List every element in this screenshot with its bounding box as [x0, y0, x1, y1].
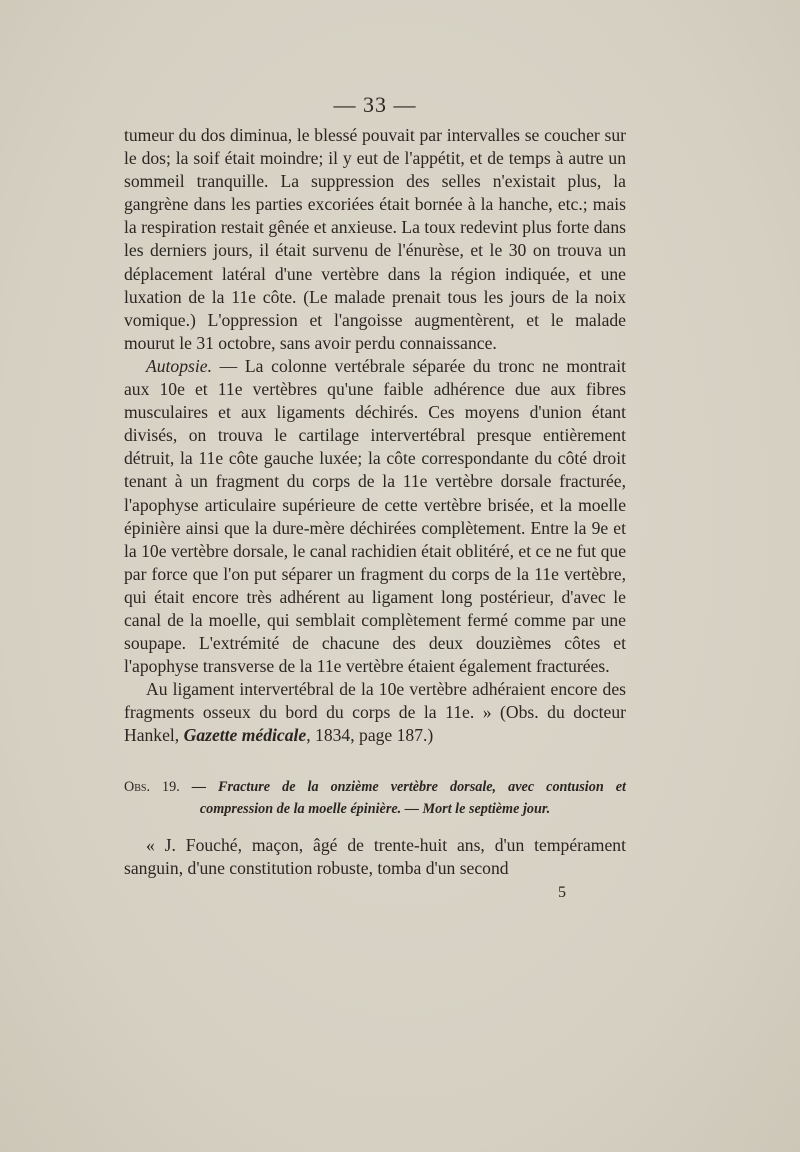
journal-title: Gazette médicale	[183, 725, 307, 746]
ligament-text-before: Au ligament intervertébral de la 10e vertèbre adhéraient encore des fragments osseux du bord du corps de la 11e. » (Obs. du docteur Hankel,	[124, 679, 626, 746]
autopsy-label: Autopsie.	[146, 355, 212, 376]
document-page	[124, 92, 626, 902]
observation-heading	[124, 776, 626, 820]
body-text	[124, 124, 626, 748]
page-number: — 33 —	[333, 92, 417, 117]
observation-title-1: — Fracture de la onzième vertèbre dorsale, avec contusion et	[179, 778, 626, 795]
observation-label: Obs. 19.	[124, 778, 180, 795]
autopsy-text: — La colonne vertébrale séparée du tronc ne montrait aux 10e et 11e vertèbres qu'une faible adhérence due aux fibres musculaires et aux ligaments déchirés. Ces moyens d'union étant divisés, on trouva le cartilage intervertébral presque entièrement détruit, la 11e côte gauche luxée; la côte correspondante du côté droit tenant à un fragment du corps de la 11e vertèbre dorsale fracturée, l'apophyse articulaire supérieure de cette vertèbre brisée, et la moelle épinière ainsi que la dure-mère déchirées complètement. Entre la 9e et la 10e vertèbre dorsale, le canal rachidien était oblitéré, et ce ne fut que par force que l'on put séparer un fragment du corps de la 11e vertèbre, qui était encore très adhérent au ligament long postérieur, d'avec le canal de la moelle, qui semblait complètement fermé comme par une soupape. L'extrémité de chacune des deux douzièmes côtes et l'apophyse transverse de la 11e vertèbre étaient également fracturées.	[124, 355, 626, 677]
paragraph-1: tumeur du dos diminua, le blessé pouvait par intervalles se coucher sur le dos; la soif était moindre; il y eut de l'appétit, et de temps à autre un sommeil tranquille. La suppression des selles n'existait plus, la gangrène dans les parties excoriées était bornée à la hanche, etc.; mais la respiration restait gênée et anxieuse. La toux redevint plus forte dans les derniers jours, il était survenu de l'énurèse, et le 30 on trouva un déplacement latéral d'une vertèbre dans la région indiquée, et une luxation de la 11e côte. (Le malade prenait tous les jours de la noix vomique.) L'oppression et l'angoisse augmentèrent, et le malade mourut le 31 octobre, sans avoir perdu connaissance.	[124, 125, 626, 353]
ligament-paragraph	[124, 678, 626, 747]
observation-heading-line-1	[124, 776, 626, 798]
quote-paragraph: « J. Fouché, maçon, âgé de trente-huit ans, d'un tempérament sanguin, d'une constitution robuste, tomba d'un second	[124, 834, 626, 878]
ligament-text-after: , 1834, page 187.)	[306, 725, 434, 746]
observation-title-2: compression de la moelle épinière. — Mort le septième jour.	[199, 800, 551, 817]
quote-block	[124, 834, 626, 880]
signature-mark: 5	[558, 883, 566, 901]
autopsy-paragraph	[124, 355, 626, 678]
